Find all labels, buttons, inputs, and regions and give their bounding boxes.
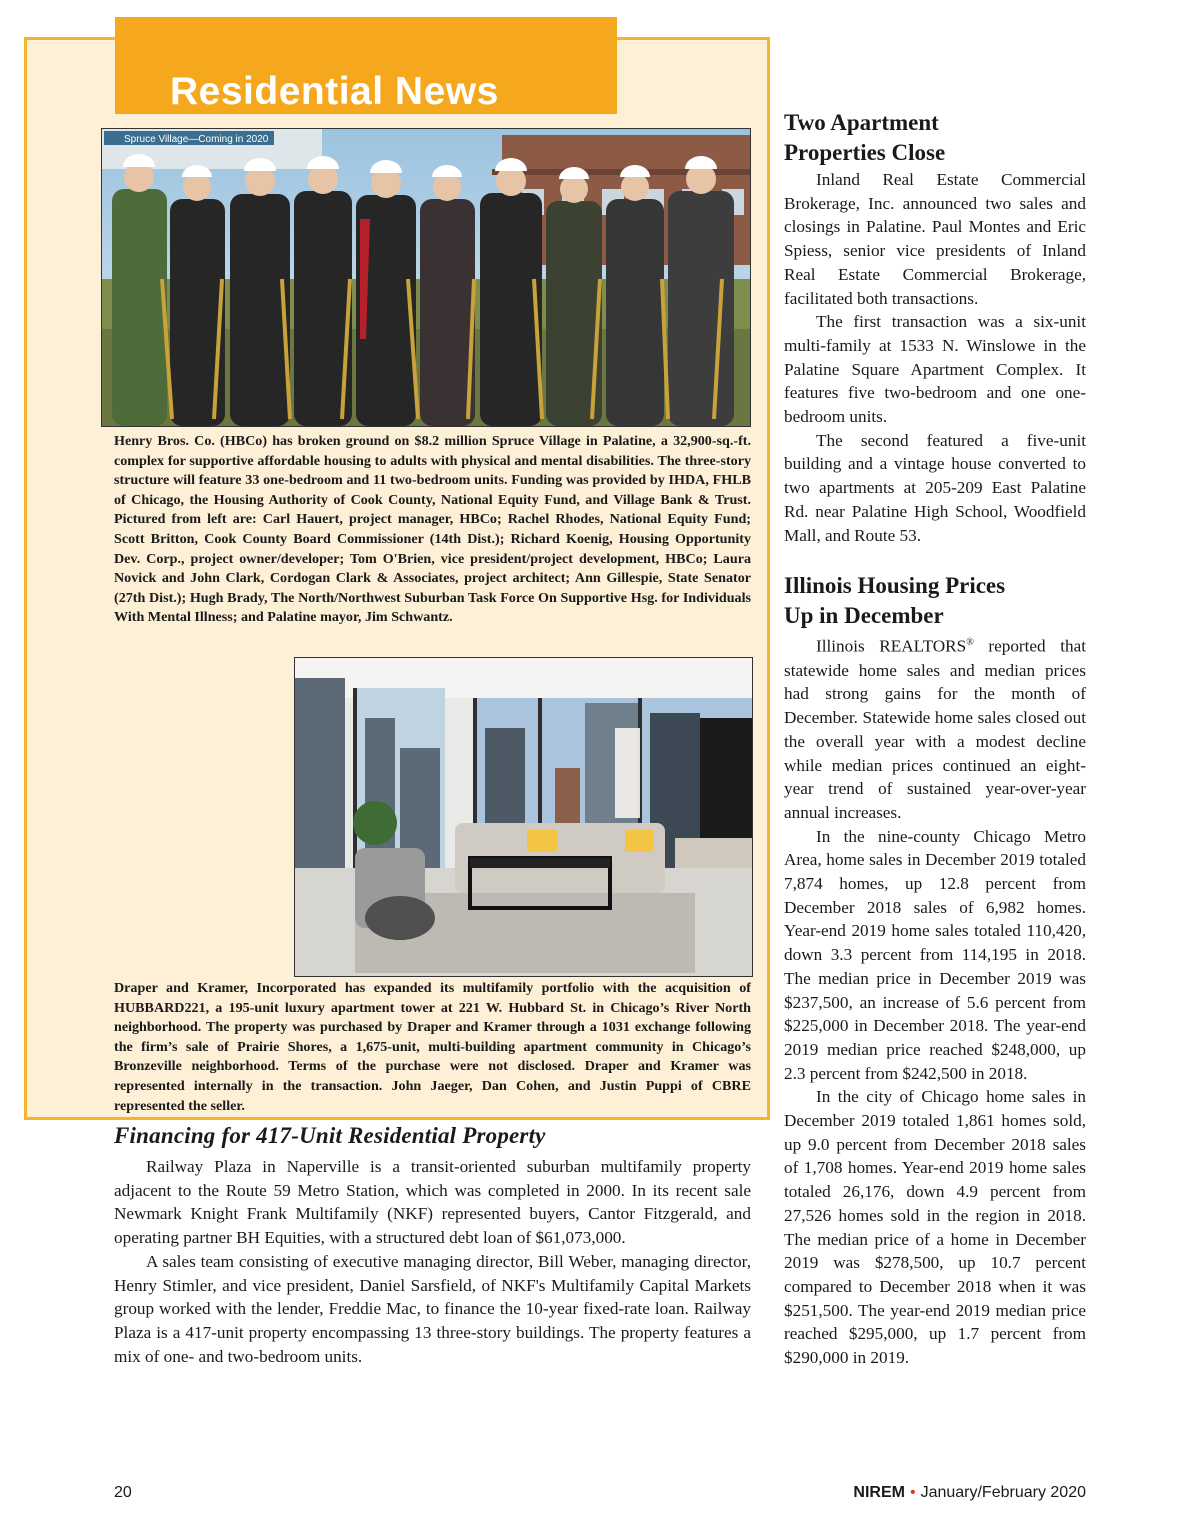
page-number: 20 [114, 1484, 132, 1501]
apartments-title-line2: Properties Close [784, 140, 946, 165]
svg-text:Spruce Village—Coming in 2020: Spruce Village—Coming in 2020 [124, 134, 269, 145]
section-title: Residential News [170, 70, 499, 113]
prices-title-line2: Up in December [784, 603, 944, 629]
prices-title-line1: Illinois Housing Prices [784, 573, 1006, 599]
prices-lead-text: reported that statewide home sales and median prices had strong gains for the month of December. Statewide home sales closed out the overall year with a modest decline while median prices continued an eight-year trend of sustained year-over-year annual increases. [784, 636, 1086, 822]
apartments-paragraph: The second featured a five-unit building and a vintage house converted to two apartments at 205-209 East Palatine Rd. near Palatine High School, Woodfield Mall, and Route 53. [784, 430, 1086, 545]
registered-mark: ® [966, 637, 974, 649]
right-column [784, 108, 1086, 1370]
prices-paragraph: In the city of Chicago home sales in December 2019 totaled 1,861 homes sold, up 9.0 percent from December 2018 sales of 1,708 homes. Year-end 2019 home sales totaled 26,176, down 4.9 percent from 27,526 homes sold in the region in 2018. The median price of a home in December 2019 was $278,500, up 10.7 percent compared to December 2018 when it was $251,500. The year-end 2019 median price reached $295,000, up 1.7 percent from $290,000 in 2019. [784, 1087, 1086, 1368]
financing-article-title: Financing for 417-Unit Residential Property [114, 1123, 546, 1148]
apartments-article-title [784, 108, 1086, 168]
groundbreaking-caption: Henry Bros. Co. (HBCo) has broken ground on $8.2 million Spruce Village in Palatine, a 32,900-sq.-ft. complex for supportive affordable housing to adults with physical and mental disabilities. The three-story structure will feature 33 one-bedroom and 11 two-bedroom units. Funding was provided by IHDA, FHLB of Chicago, the Housing Authority of Cook County, National Equity Fund, and Village Bank & Trust. Pictured from left are: Carl Hauert, project manager, HBCo; Rachel Rhodes, National Equity Fund; Scott Britton, Cook County Board Commissioner (14th Dist.); Richard Koenig, Housing Opportunity Dev. Corp., project owner/developer; Tom O'Brien, vice president/project development, HBCo; Laura Novick and John Clark, Cordogan Clark & Associates, project architect; Ann Gillespie, State Senator (27th Dist.); Hugh Brady, The North/Northwest Suburban Task Force On Supportive Hsg. for Individuals With Mental Illness; and Palatine mayor, Jim Schwantz. [114, 433, 751, 626]
financing-paragraph: A sales team consisting of executive managing director, Bill Weber, managing director, Henry Stimler, and vice president, Daniel Sarsfield, of NKF's Multifamily Capital Markets group worked with the lender, Freddie Mac, to finance the 10-year fixed-rate loan. Railway Plaza is a 417-unit property encompassing 13 three-story buildings. The property features a mix of one- and two-bedroom units. [114, 1251, 751, 1366]
bullet-separator: • [909, 1484, 916, 1501]
apartment-interior-photo [294, 657, 753, 977]
prices-lead-paragraph [784, 631, 1086, 824]
apartments-paragraph: Inland Real Estate Commercial Brokerage, Inc. announced two sales and closings in Palatine. Paul Montes and Eric Spiess, senior vice presidents of Inland Real Estate Commercial Brokerage, facilitated both transactions. [784, 170, 1086, 308]
financing-article [114, 1123, 751, 1368]
financing-paragraph: Railway Plaza in Naperville is a transit-oriented suburban multifamily property adjacent to the Route 59 Metro Station, which was completed in 2000. In its recent sale Newmark Knight Frank Multifamily (NKF) represented buyers, Cantor Fitzgerald, and operating partner BH Equities, with a structured debt loan of $61,073,000. [114, 1157, 751, 1248]
acquisition-caption: Draper and Kramer, Incorporated has expanded its multifamily portfolio with the acquisition of HUBBARD221, a 195-unit luxury apartment tower at 221 W. Hubbard St. in Chicago’s River North neighborhood. The property was purchased by Draper and Kramer through a 1031 exchange following the firm’s sale of Prairie Shores, a 1,675-unit, multi-building apartment community in Chicago’s Bronzeville neighborhood. Terms of the purchase were not disclosed. Draper and Kramer was represented internally in the transaction. John Jaeger, Dan Cohen, and Justin Puppi of CBRE represented the seller. [114, 980, 751, 1114]
footer-issue [853, 1484, 1086, 1502]
prices-article-title [784, 571, 1086, 631]
issue-date: January/February 2020 [920, 1484, 1086, 1501]
apartments-title-line1: Two Apartment [784, 110, 939, 135]
apartments-paragraph: The first transaction was a six-unit multi-family at 1533 N. Winslowe in the Palatine Square Apartment Complex. It features five two-bedroom and one one-bedroom units. [784, 312, 1086, 427]
magazine-name: NIREM [853, 1484, 905, 1501]
prices-lead-org: Illinois REALTORS [816, 636, 967, 656]
groundbreaking-photo [101, 128, 751, 427]
prices-paragraph: In the nine-county Chicago Metro Area, home sales in December 2019 totaled 7,874 homes, up 12.8 percent from December 2018 sales of 6,982 homes. Year-end 2019 home sales totaled 110,420, down 3.3 percent from 114,195 in 2018. The median price in December 2019 was $237,500, an increase of 5.6 percent from $225,000 in December 2018. The year-end 2019 median price reached $248,000, up 2.3 percent from $242,500 in 2018. [784, 826, 1086, 1083]
